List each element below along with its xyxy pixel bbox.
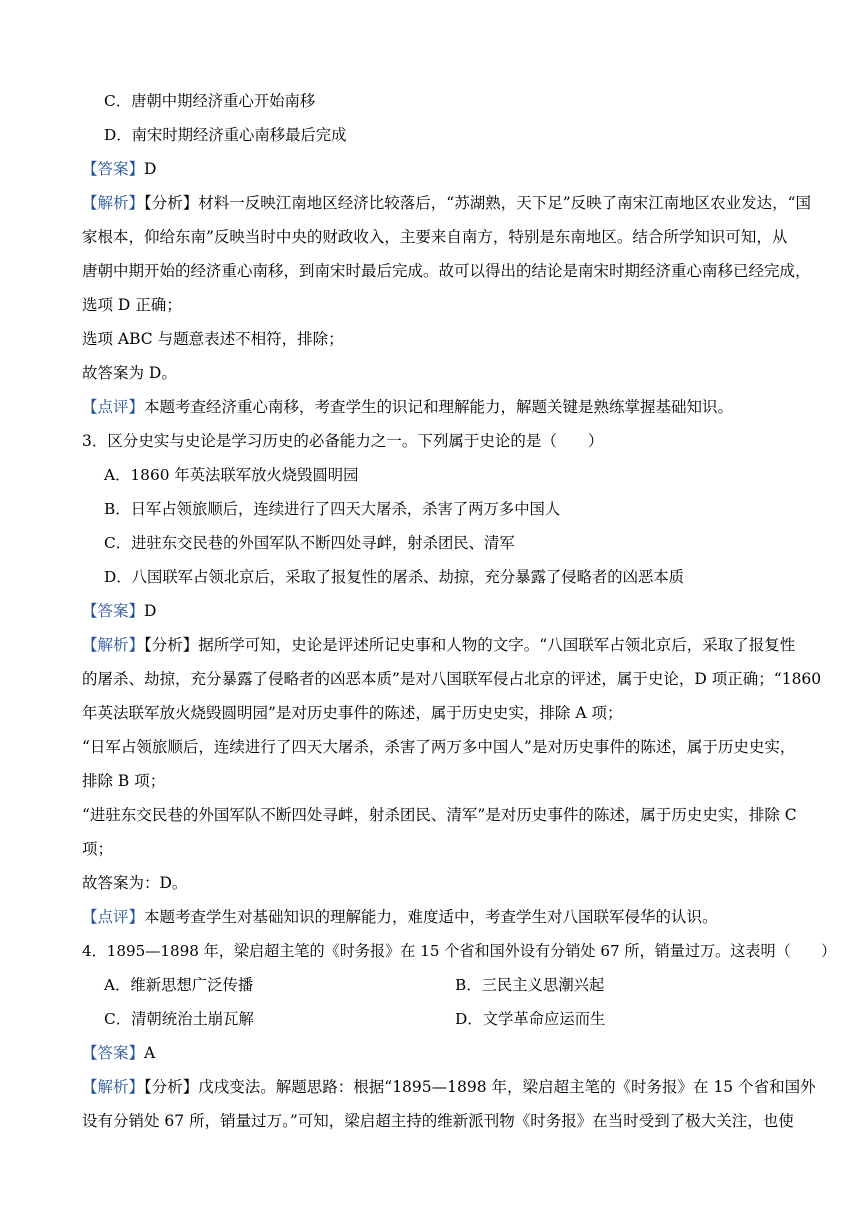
q3-answer <box>82 601 822 621</box>
analysis-label: 【解析】 <box>82 1078 145 1096</box>
q2-analysis-line: 家根本，仰给东南”反映当时中央的财政收入，主要来自南方，特别是东南地区。结合所学知识可知，从 <box>82 228 788 246</box>
comment-label: 【点评】 <box>82 908 145 926</box>
q2-analysis-line: 唐朝中期开始的经济重心南移，到南宋时最后完成。故可以得出的结论是南宋时期经济重心南移已经完成， <box>82 262 811 280</box>
analysis-label: 【解析】 <box>82 636 145 654</box>
option-c-text: C．唐朝中期经济重心开始南移 <box>104 92 316 110</box>
q2-analysis-line: 选项 ABC 与题意表述不相符，排除； <box>82 330 344 348</box>
answer-label: 【答案】 <box>82 602 145 620</box>
answer-value: D <box>144 602 157 620</box>
q4-option-b: B．三民主义思潮兴起 <box>455 976 605 994</box>
q4-option-d: D．文学革命应运而生 <box>455 1010 606 1028</box>
q3-analysis-line: 年英法联军放火烧毁圆明园”是对历史事件的陈述，属于历史史实，排除 A 项； <box>82 704 623 722</box>
q2-analysis-line: 故答案为 D。 <box>82 364 177 382</box>
q4-option-c: C．清朝统治土崩瓦解 <box>104 1010 254 1028</box>
q3-analysis-line: 的屠杀、劫掠，充分暴露了侵略者的凶恶本质”是对八国联军侵占北京的评述，属于史论，D 项正确；“1860 <box>82 670 822 688</box>
q3-analysis-line: 【解析】【分析】据所学可知，史论是评述所记史事和人物的文字。“八国联军占领北京后，采取了报复性 <box>82 636 796 654</box>
q4-options-row-1 <box>104 975 844 995</box>
q2-analysis-line: 选项 D 正确； <box>82 296 182 314</box>
comment-label: 【点评】 <box>82 398 145 416</box>
answer-label: 【答案】 <box>82 160 145 178</box>
q4-option-a: A．维新思想广泛传播 <box>104 976 254 994</box>
q2-comment: 【点评】本题考查经济重心南移，考查学生的识记和理解能力，解题关键是熟练掌握基础知识。 <box>82 398 734 416</box>
q4-answer <box>82 1043 822 1063</box>
q2-analysis-line: 【解析】【分析】材料一反映江南地区经济比较落后，“苏湖熟，天下足”反映了南宋江南地区农业发达，“国 <box>82 194 812 212</box>
q3-analysis-line: “进驻东交民巷的外国军队不断四处寻衅，射杀团民、清军”是对历史事件的陈述，属于历史史实，排除 C <box>82 806 797 824</box>
answer-label: 【答案】 <box>82 1044 145 1062</box>
q3-option-b: B．日军占领旅顺后，连续进行了四天大屠杀，杀害了两万多中国人 <box>104 500 561 518</box>
answer-value: D <box>144 160 157 178</box>
q4-stem: 4．1895—1898 年，梁启超主笔的《时务报》在 15 个省和国外设有分销处 67 所，销量过万。这表明（ ） <box>82 942 837 960</box>
q4-options-row-2 <box>104 1009 844 1029</box>
q4-analysis-line: 【解析】【分析】戊戌变法。解题思路：根据“1895—1898 年，梁启超主笔的《时务报》在 15 个省和国外 <box>82 1078 816 1096</box>
q3-option-d: D．八国联军占领北京后，采取了报复性的屠杀、劫掠，充分暴露了侵略者的凶恶本质 <box>104 568 685 586</box>
q3-option-c: C．进驻东交民巷的外国军队不断四处寻衅，射杀团民、清军 <box>104 534 515 552</box>
q3-analysis-line: “日军占领旅顺后，连续进行了四天大屠杀，杀害了两万多中国人”是对历史事件的陈述，属于历史史实， <box>82 738 796 756</box>
q3-analysis-line: 项； <box>82 840 114 858</box>
q3-stem: 3．区分史实与史论是学习历史的必备能力之一。下列属于史论的是（ ） <box>82 432 604 450</box>
option-d-text: D．南宋时期经济重心南移最后完成 <box>104 126 347 144</box>
analysis-label: 【解析】 <box>82 194 145 212</box>
q3-option-a: A．1860 年英法联军放火烧毁圆明园 <box>104 466 359 484</box>
q2-answer <box>82 159 822 179</box>
q3-comment: 【点评】本题考查学生对基础知识的理解能力，难度适中，考查学生对八国联军侵华的认识。 <box>82 908 718 926</box>
q4-analysis-line: 设有分销处 67 所，销量过万。”可知，梁启超主持的维新派刊物《时务报》在当时受到了极大关注，也使 <box>82 1112 794 1130</box>
answer-value: A <box>144 1044 156 1062</box>
q3-analysis-line: 故答案为：D。 <box>82 874 188 892</box>
q3-analysis-line: 排除 B 项； <box>82 772 166 790</box>
